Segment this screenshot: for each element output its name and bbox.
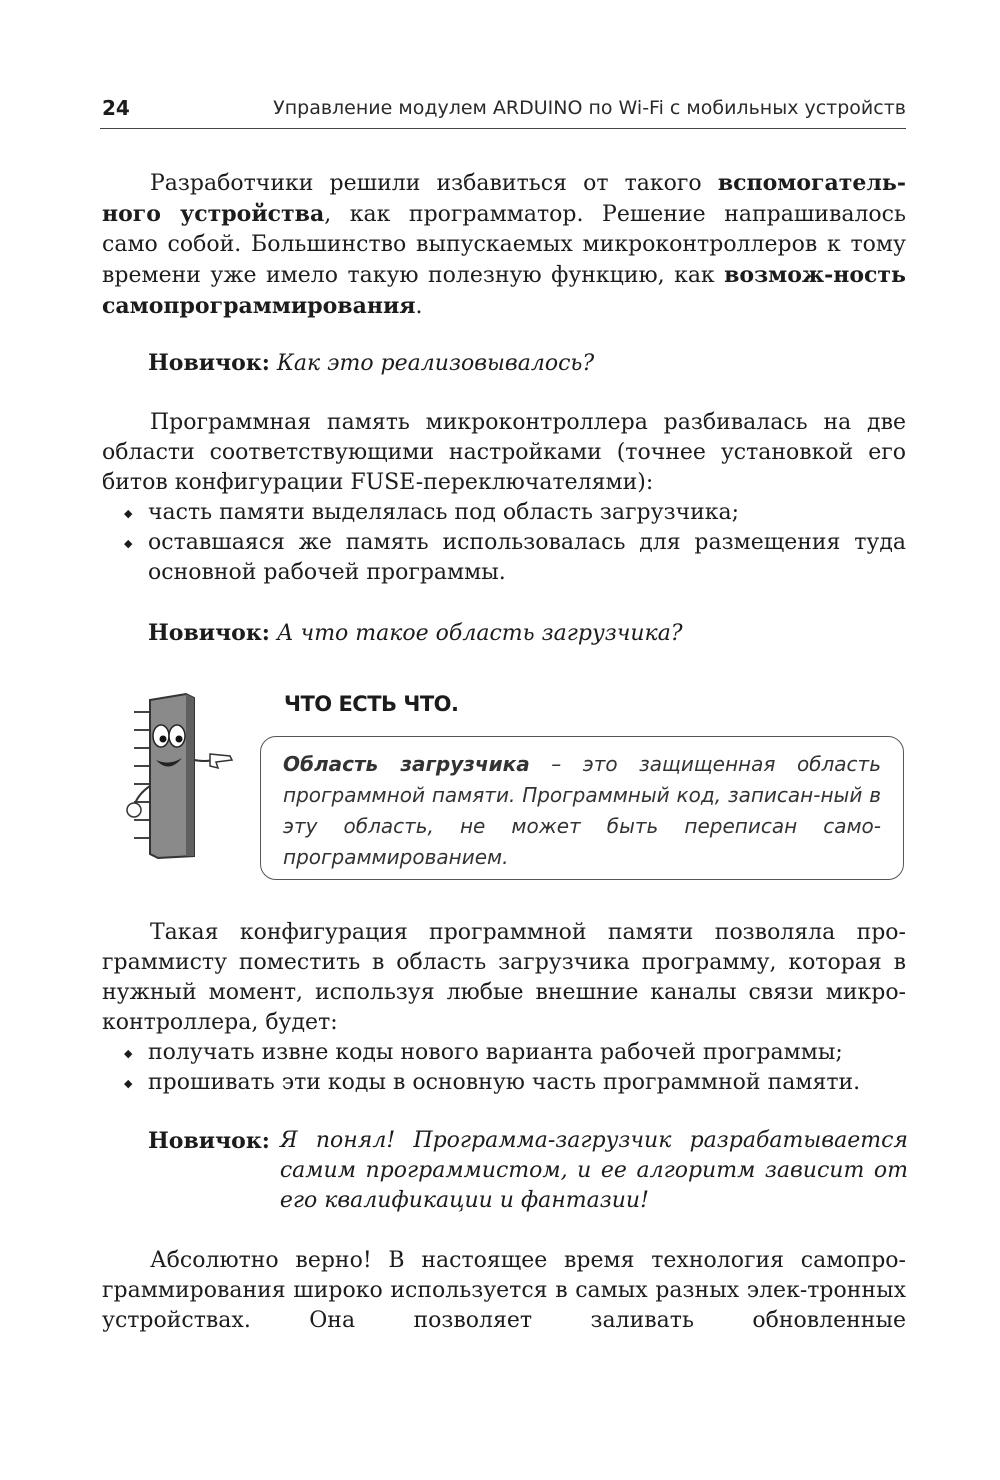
list-item: ◆ оставшаяся же память использовалась для размещения туда основной рабочей программы. xyxy=(102,528,906,588)
paragraph-3 xyxy=(102,918,906,1038)
dialog-1-speaker: Новичок: xyxy=(148,350,270,376)
paragraph-1-bold-a: вспомогатель-ного устройства xyxy=(102,170,906,227)
paragraph-4-text: Абсолютно верно! В настоящее время технология самопро-граммирования широко используется в самых разных элек-тронных устройствах. Она позволяет заливать обновленные xyxy=(102,1248,906,1333)
callout-title: ЧТО ЕСТЬ ЧТО. xyxy=(284,692,459,716)
callout-definition: – это защищенная область программной памяти. Программный код, записан-ный в эту область, не может быть переписан само-программированием. xyxy=(283,752,881,869)
chip-mascot-icon xyxy=(120,690,250,860)
callout-term: Область загрузчика xyxy=(283,752,530,776)
page-number: 24 xyxy=(102,96,130,120)
paragraph-1-text-b: , как программатор. Решение напрашивалось само собой. Большинство выпускаемых микроконтроллеров к тому времени уже имело такую полезную функцию, как xyxy=(102,202,906,288)
running-title: Управление модулем ARDUINO по Wi-Fi с мобильных устройств xyxy=(273,97,906,119)
paragraph-1-text-a: Разработчики решили избавиться от такого xyxy=(150,171,718,196)
paragraph-1 xyxy=(102,168,906,322)
paragraph-1-bold-b: возмож-ность самопрограммирования xyxy=(102,262,906,319)
dialog-3-speaker: Новичок: xyxy=(148,1128,270,1154)
list-item: ◆ получать извне коды нового варианта рабочей программы; xyxy=(102,1038,906,1068)
dialog-2-text: А что такое область загрузчика? xyxy=(276,621,683,646)
list-item: ◆ часть памяти выделялась под область загрузчика; xyxy=(102,498,906,528)
paragraph-1-text-c: . xyxy=(415,294,423,319)
paragraph-2 xyxy=(102,408,906,498)
dialog-2 xyxy=(148,618,908,649)
running-header xyxy=(100,94,906,129)
dialog-1-text: Как это реализовывалось? xyxy=(276,351,595,376)
dialog-3 xyxy=(148,1126,908,1216)
dialog-2-speaker: Новичок: xyxy=(148,620,270,646)
dialog-3-text: Я понял! Программа-загрузчик разрабатывается самим программистом, и ее алгоритм зависит от его квалификации и фантазии! xyxy=(279,1128,908,1213)
bullet-list-1 xyxy=(102,498,906,588)
paragraph-4 xyxy=(102,1246,906,1336)
bullet-list-2 xyxy=(102,1038,906,1098)
dialog-1 xyxy=(148,348,908,379)
callout-box xyxy=(260,736,904,880)
paragraph-3-text: Такая конфигурация программной памяти позволяла про-граммисту поместить в область загрузчика программу, которая в нужный момент, используя любые внешние каналы связи микро-контроллера, будет: xyxy=(102,920,906,1035)
list-item: ◆ прошивать эти коды в основную часть программной памяти. xyxy=(102,1068,906,1098)
paragraph-2-text: Программная память микроконтроллера разбивалась на две области соответствующими настройками (точнее установкой его битов конфигурации FUSE-переключателями): xyxy=(102,410,906,495)
